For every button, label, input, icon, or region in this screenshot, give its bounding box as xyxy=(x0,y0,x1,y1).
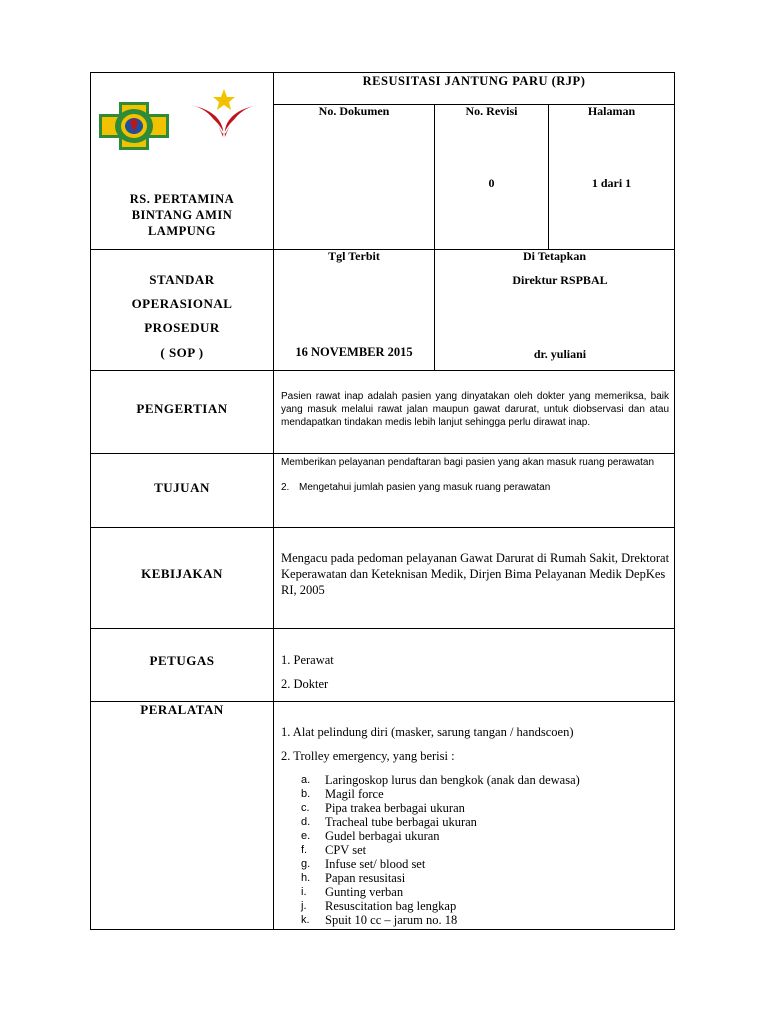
sop-title-line-3: PROSEDUR xyxy=(144,320,220,335)
list-item-text: Magil force xyxy=(325,787,384,801)
pertamina-logo xyxy=(97,100,171,152)
row-sep-5 xyxy=(90,628,675,629)
list-item-letter: g. xyxy=(301,858,311,870)
list-item xyxy=(301,829,671,843)
halaman-label: Halaman xyxy=(587,104,636,118)
document-title: RESUSITASI JANTUNG PARU (RJP) xyxy=(362,74,586,88)
table-border-left xyxy=(90,72,91,930)
tujuan-item-2-number: 2. xyxy=(281,482,290,493)
list-item xyxy=(301,899,671,913)
table-border-bottom xyxy=(90,929,675,930)
petugas-item-1: 1. Perawat xyxy=(281,653,334,667)
sop-title-line-4: ( SOP ) xyxy=(160,345,204,360)
tujuan-item-2 xyxy=(281,481,669,494)
list-item xyxy=(301,885,671,899)
peralatan-item-1: 1. Alat pelindung diri (masker, sarung tangan / handscoen) xyxy=(281,725,574,739)
no-revisi-value: 0 xyxy=(488,176,495,190)
row-sep-2 xyxy=(90,370,675,371)
list-item xyxy=(301,815,671,829)
no-dokumen-label: No. Dokumen xyxy=(318,104,390,118)
list-item-letter: k. xyxy=(301,914,310,926)
list-item xyxy=(301,787,671,801)
ditetapkan-label: Di Tetapkan xyxy=(522,249,587,263)
tujuan-item-2-text: Mengetahui jumlah pasien yang masuk ruang perawatan xyxy=(299,482,551,493)
row-sep-4 xyxy=(90,527,675,528)
table-border-right xyxy=(674,72,675,930)
list-item-text: Pipa trakea berbagai ukuran xyxy=(325,801,465,815)
table-col-divider xyxy=(273,72,274,930)
list-item-text: Laringoskop lurus dan bengkok (anak dan dewasa) xyxy=(325,773,580,787)
list-item xyxy=(301,871,671,885)
list-item-letter: i. xyxy=(301,886,307,898)
list-item-text: Resuscitation bag lengkap xyxy=(325,899,457,913)
list-item-letter: e. xyxy=(301,830,311,842)
kebijakan-text: Mengacu pada pedoman pelayanan Gawat Darurat di Rumah Sakit, Drektorat Keperawatan dan Keteknisan Medik, Dirjen Bima Pelayanan Medik DepKes RI, 2005 xyxy=(281,551,670,597)
row-sep-3 xyxy=(90,453,675,454)
list-item xyxy=(301,801,671,815)
direktur-name: dr. yuliani xyxy=(533,347,587,361)
tgl-terbit-label: Tgl Terbit xyxy=(328,249,380,263)
sop-title-line-2: OPERASIONAL xyxy=(131,296,233,311)
tujuan-text-1: Memberikan pelayanan pendaftaran bagi pasien yang akan masuk ruang perawatan xyxy=(281,457,655,468)
direktur-label: Direktur RSPBAL xyxy=(512,273,608,287)
no-revisi-label: No. Revisi xyxy=(465,104,518,118)
list-item-text: Tracheal tube berbagai ukuran xyxy=(325,815,477,829)
list-item xyxy=(301,843,671,857)
list-item-letter: b. xyxy=(301,788,311,800)
list-item-text: CPV set xyxy=(325,843,367,857)
list-item-text: Papan resusitasi xyxy=(325,871,406,885)
list-item-text: Gudel berbagai ukuran xyxy=(325,829,440,843)
tgl-terbit-value: 16 NOVEMBER 2015 xyxy=(295,345,413,359)
peralatan-sublist xyxy=(301,773,671,927)
pengertian-label: PENGERTIAN xyxy=(136,401,228,416)
list-item-letter: a. xyxy=(301,774,311,786)
pengertian-text: Pasien rawat inap adalah pasien yang dinyatakan oleh dokter yang memeriksa, baik yang masuk melalui rawat jalan maupun gawat darurat, untuk diobservasi dan atau mendapatkan tindakan medis lebih lanjut sehingga perlu dirawat inap. xyxy=(281,391,669,428)
hospital-name: RS. PERTAMINA BINTANG AMIN LAMPUNG xyxy=(129,192,235,238)
list-item xyxy=(301,913,671,927)
table-border-top xyxy=(90,72,675,73)
list-item-text: Infuse set/ blood set xyxy=(325,857,426,871)
peralatan-label: PERALATAN xyxy=(140,702,224,717)
list-item xyxy=(301,857,671,871)
peralatan-item-2: 2. Trolley emergency, yang berisi : xyxy=(281,749,455,763)
list-item-letter: d. xyxy=(301,816,311,828)
list-item-text: Gunting verban xyxy=(325,885,404,899)
list-item-letter: h. xyxy=(301,872,311,884)
kebijakan-label: KEBIJAKAN xyxy=(141,566,223,581)
petugas-item-2: 2. Dokter xyxy=(281,677,329,691)
list-item-letter: c. xyxy=(301,802,310,814)
list-item-letter: f. xyxy=(301,844,308,856)
petugas-label: PETUGAS xyxy=(149,653,215,668)
list-item-letter: j. xyxy=(301,900,307,912)
halaman-value: 1 dari 1 xyxy=(591,176,632,190)
list-item-text: Spuit 10 cc – jarum no. 18 xyxy=(325,913,458,927)
list-item xyxy=(301,773,671,787)
sop-title-line-1: STANDAR xyxy=(149,272,215,287)
rspbal-logo xyxy=(185,87,263,139)
tujuan-label: TUJUAN xyxy=(154,480,210,495)
